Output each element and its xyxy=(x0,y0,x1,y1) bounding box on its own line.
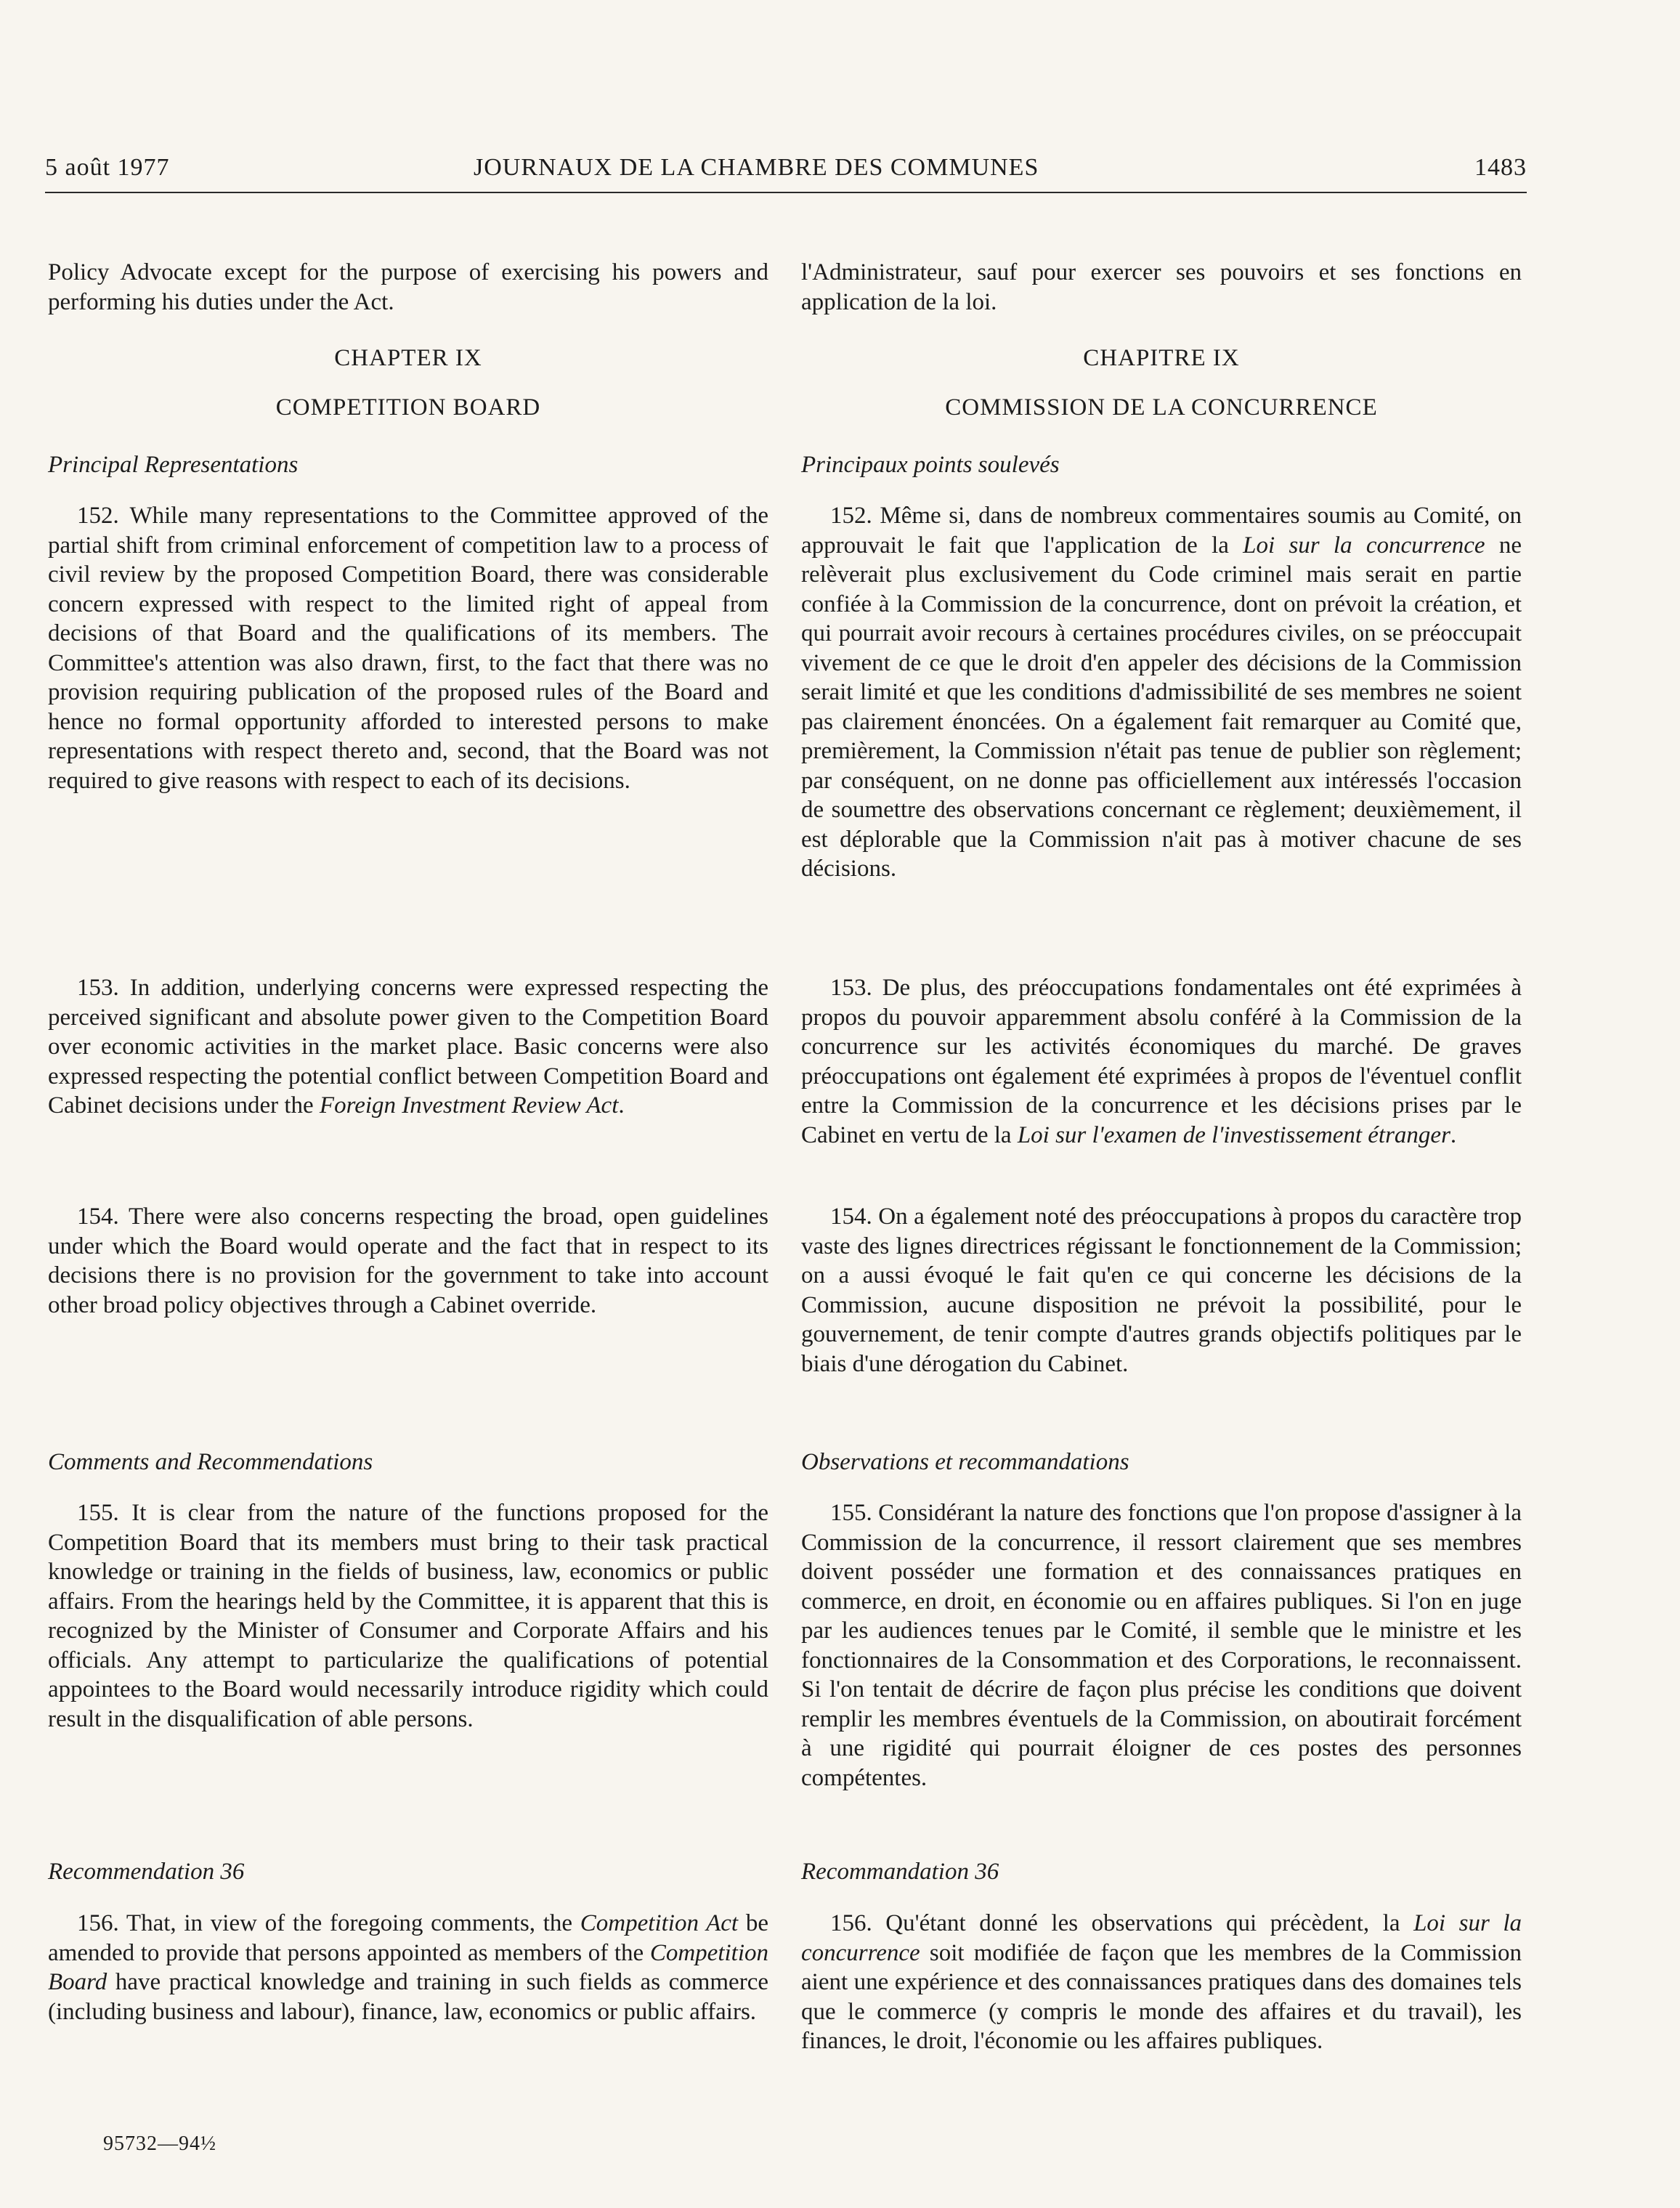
paragraph-154 xyxy=(48,1202,768,1320)
p156-text-c: have practical knowledge and training in such fields as commerce (including business and labour), finance, law, economics or public affairs. xyxy=(48,1969,768,2025)
page-header xyxy=(45,151,1527,193)
intro-text: Policy Advocate except for the purpose of exercising his powers and performing his duties under the Act. xyxy=(48,259,768,315)
paragraph-152 xyxy=(48,501,768,795)
p152-fr-text-a: 152. Même si, dans de nombreux commentaires soumis au Comité, on approuvait le fait que l'application de la xyxy=(801,503,1522,559)
intro-text-fr: l'Administrateur, sauf pour exercer ses pouvoirs et ses fonctions en application de la loi. xyxy=(801,259,1522,315)
paragraph-155-fr-text: 155. Considérant la nature des fonctions que l'on propose d'assigner à la Commission de la concurrence, il ressort clairement que ses membres doivent posséder une formation et des connaissances pratiques en commerce, en droit, en économie ou en affaires publiques. Si l'on en juge par les audiences tenues par le Comité, il semble que le ministre et les fonctionnaires de la Consommation et des Corporations, le reconnaissent. Si l'on tentait de décrire de façon plus précise les conditions que doivent remplir les membres éventuels de la Commission, on aboutirait forcément à une rigidité qui pourrait éloigner de ces postes des personnes compétentes. xyxy=(801,1500,1522,1791)
paragraph-153-fr-text xyxy=(801,973,1522,1150)
paragraph-156 xyxy=(48,1909,768,2026)
chapter-number: CHAPTER IX xyxy=(334,345,482,371)
header-date: 5 août 1977 xyxy=(45,154,170,181)
paragraph-155-fr xyxy=(801,1498,1522,1793)
intro-paragraph xyxy=(48,258,768,317)
section-heading-recommendation: Recommendation 36 xyxy=(48,1859,245,1885)
p153-fr-act-name: Loi sur l'examen de l'investissement étranger xyxy=(1017,1121,1450,1148)
p153-text-b: . xyxy=(618,1092,625,1119)
p156-text-b: be amended to provide that persons appointed as members of the xyxy=(48,1910,768,1966)
p152-fr-act-name: Loi sur la concurrence xyxy=(1243,532,1485,559)
header-title: JOURNAUX DE LA CHAMBRE DES COMMUNES xyxy=(474,154,1039,181)
paragraph-153-fr xyxy=(801,973,1522,1150)
paragraph-152-fr xyxy=(801,501,1522,884)
p156-text-a: 156. That, in view of the foregoing comments, the xyxy=(77,1910,580,1936)
section-heading-comments: Comments and Recommendations xyxy=(48,1449,373,1475)
p156-fr-text-b: soit modifiée de façon que les membres de la Commission aient une expérience et des connaissances pratiques dans des domaines tels que le commerce (y compris le monde des affaires et du travail), les finances, le droit, l'économie ou les affaires publiques. xyxy=(801,1939,1522,2054)
chapter-title: COMPETITION BOARD xyxy=(275,394,541,421)
header-page-number: 1483 xyxy=(1474,154,1527,181)
section-heading-principal-fr: Principaux points soulevés xyxy=(801,452,1060,478)
paragraph-155 xyxy=(48,1498,768,1734)
paragraph-153-text xyxy=(48,973,768,1121)
chapter-number-fr: CHAPITRE IX xyxy=(1083,345,1240,371)
footer-print-code: 95732—94½ xyxy=(103,2132,216,2155)
paragraph-154-fr xyxy=(801,1202,1522,1379)
paragraph-156-fr-text xyxy=(801,1909,1522,2056)
chapter-title-fr: COMMISSION DE LA CONCURRENCE xyxy=(945,394,1378,421)
p153-fr-text-a: 153. De plus, des préoccupations fondamentales ont été exprimées à propos du pouvoir apparemment absolu conféré à la Commission de la concurrence sur les activités économiques du marché. De graves préoccupations ont également été exprimées à propos de l'éventuel conflit entre la Commission de la concurrence et les décisions prises par le Cabinet en vertu de la xyxy=(801,975,1522,1148)
paragraph-156-fr xyxy=(801,1909,1522,2056)
paragraph-154-fr-text: 154. On a également noté des préoccupations à propos du caractère trop vaste des lignes directrices régissant le fonctionnement de la Commission; on a aussi évoqué le fait qu'en ce qui concerne les décisions de la Commission, aucune disposition ne prévoit la possibilité, pour le gouvernement, de tenir compte d'autres grands objectifs politiques par le biais d'une dérogation du Cabinet. xyxy=(801,1204,1522,1377)
section-heading-recommendation-fr: Recommandation 36 xyxy=(801,1859,999,1885)
paragraph-156-text xyxy=(48,1909,768,2026)
paragraph-155-text: 155. It is clear from the nature of the functions proposed for the Competition Board that its members must bring to their task practical knowledge or training in the fields of business, law, economics or public affairs. From the hearings held by the Committee, it is apparent that this is recognized by the Minister of Consumer and Corporate Affairs and his officials. Any attempt to particularize the qualifications of potential appointees to the Board would necessarily introduce rigidity which could result in the disqualification of able persons. xyxy=(48,1500,768,1732)
p153-fr-text-b: . xyxy=(1450,1121,1457,1148)
p153-text-a: 153. In addition, underlying concerns were expressed respecting the perceived significant and absolute power given to the Competition Board over economic activities in the market place. Basic concerns were also expressed respecting the potential conflict between Competition Board and Cabinet decisions under the xyxy=(48,975,768,1119)
p153-act-name: Foreign Investment Review Act xyxy=(319,1092,619,1119)
paragraph-152-fr-text xyxy=(801,501,1522,884)
p156-fr-text-a: 156. Qu'étant donné les observations qui précèdent, la xyxy=(830,1910,1414,1936)
paragraph-152-text: 152. While many representations to the Committee approved of the partial shift from criminal enforcement of competition law to a process of civil review by the proposed Competition Board, there was considerable concern expressed with respect to the limited right of appeal from decisions of that Board and the qualifications of its members. The Committee's attention was also drawn, first, to the fact that there was no provision requiring publication of the proposed rules of the Board and hence no formal opportunity afforded to interested persons to make representations with respect thereto and, second, that the Board was not required to give reasons with respect to each of its decisions. xyxy=(48,503,768,794)
section-heading-principal: Principal Representations xyxy=(48,452,299,478)
paragraph-153 xyxy=(48,973,768,1121)
intro-paragraph-fr xyxy=(801,258,1522,317)
section-heading-observations-fr: Observations et recommandations xyxy=(801,1449,1129,1475)
p156-act-name: Competition Act xyxy=(580,1910,739,1936)
paragraph-154-text: 154. There were also concerns respecting the broad, open guidelines under which the Board would operate and the fact that in respect to its decisions there is no provision for the government to take into account other broad policy objectives through a Cabinet override. xyxy=(48,1204,768,1318)
p156-board-name: Competition Board xyxy=(48,1939,768,1995)
p156-fr-act-name: Loi sur la concurrence xyxy=(801,1910,1522,1966)
p152-fr-text-b: ne relèverait plus exclusivement du Code criminel mais serait en partie confiée à la Commission de la concurrence, dont on prévoit la création, et qui pourrait avoir recours à certaines procédures civiles, on se préoccupait vivement de ce que le droit d'en appeler des décisions de la Commission serait limité et que les conditions d'admissibilité de ses membres ne soient pas clairement énoncées. On a également fait remarquer au Comité que, premièrement, la Commission n'était pas tenue de publier son règlement; par conséquent, on ne donne pas officiellement aux intéressés l'occasion de soumettre des observations concernant ce règlement; deuxièmement, il est déplorable que la Commission n'ait pas à motiver chacune de ses décisions. xyxy=(801,532,1522,882)
